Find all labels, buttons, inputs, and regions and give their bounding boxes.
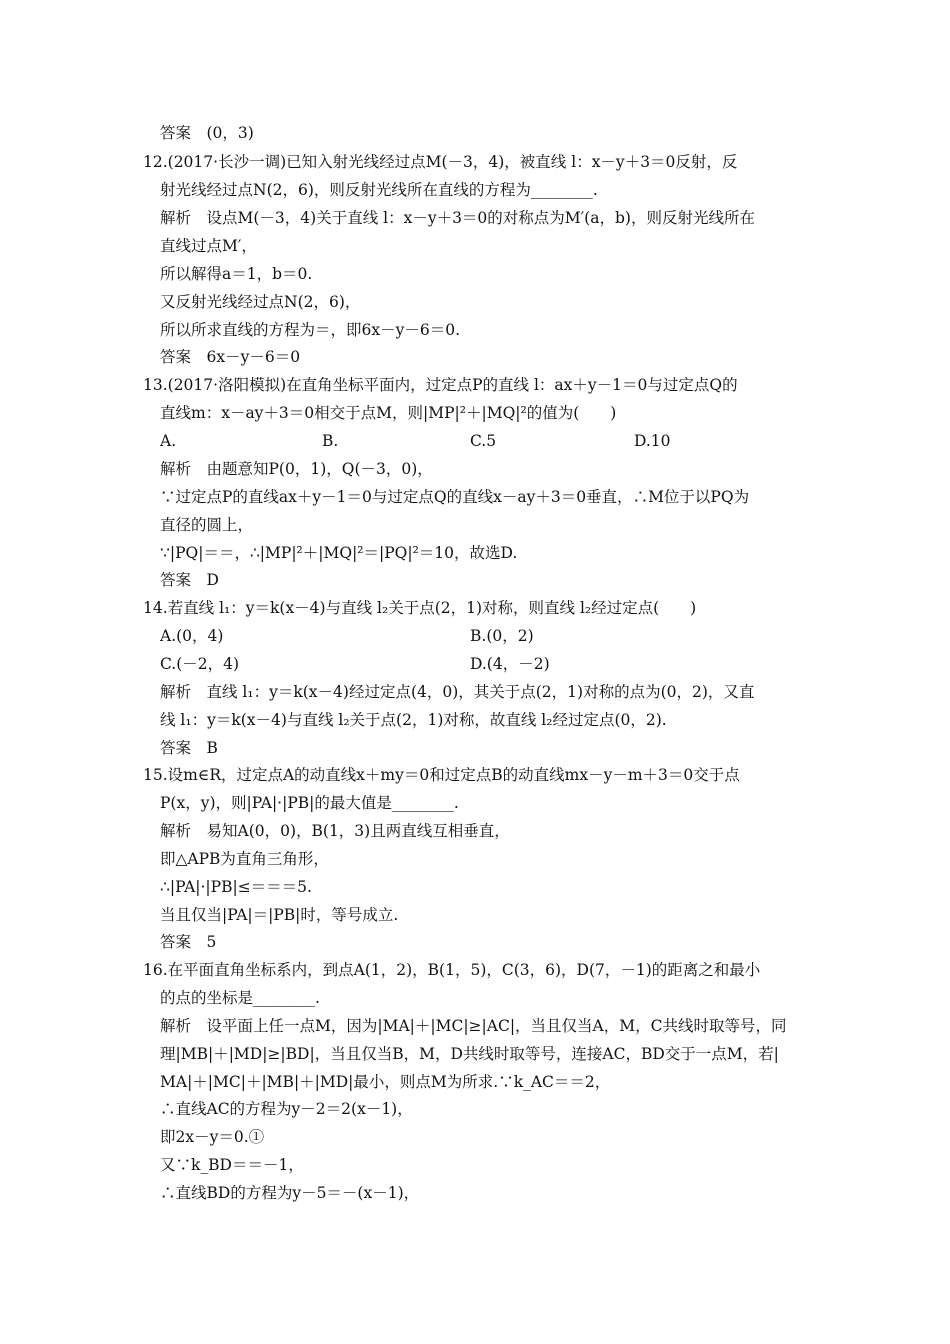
answer-option: D.(4，－2)	[470, 655, 550, 673]
answer-option: B.	[322, 432, 339, 450]
text-line: 解析 直线 l₁：y＝k(x－4)经过定点(4，0)，其关于点(2，1)对称的点为(0，2)，又直	[160, 683, 755, 701]
text-line: 射光线经过点N(2，6)，则反射光线所在直线的方程为________.	[160, 181, 598, 199]
text-line: ∵|PQ|＝＝，∴|MP|²＋|MQ|²＝|PQ|²＝10，故选D.	[160, 544, 518, 562]
answer-option: C.5	[470, 432, 497, 450]
text-line: 即△APB为直角三角形，	[160, 850, 329, 868]
answer-option: B.(0，2)	[470, 627, 534, 645]
text-line: 答案 B	[160, 739, 218, 757]
text-line: ∴直线AC的方程为y－2＝2(x－1)，	[160, 1100, 413, 1118]
answer-option: C.(－2，4)	[160, 655, 240, 673]
text-line: 所以解得a＝1，b＝0.	[160, 265, 313, 283]
text-line: 直线过点M′，	[160, 237, 257, 255]
text-line: 解析 设平面上任一点M，因为|MA|＋|MC|≥|AC|，当且仅当A，M，C共线时取等号，同	[160, 1017, 787, 1035]
text-line: 直径的圆上，	[160, 516, 254, 534]
text-line: 的点的坐标是________.	[160, 989, 320, 1007]
text-line: 答案 5	[160, 933, 217, 951]
text-line: 直线m：x－ay＋3＝0相交于点M，则|MP|²＋|MQ|²的值为( )	[160, 404, 617, 422]
text-line: 理|MB|＋|MD|≥|BD|，当且仅当B，M，D共线时取等号，连接AC，BD交于一点M，若|	[160, 1045, 779, 1063]
text-line: 12.(2017·长沙一调)已知入射光线经过点M(－3，4)，被直线 l：x－y＋3＝0反射，反	[143, 153, 738, 171]
text-line: 即2x－y＝0.①	[160, 1128, 265, 1146]
text-line: 解析 设点M(－3，4)关于直线 l：x－y＋3＝0的对称点为M′(a，b)，则反射光线所在	[160, 209, 755, 227]
text-line: ∴直线BD的方程为y－5＝－(x－1)，	[160, 1184, 420, 1202]
text-line: 又反射光线经过点N(2，6)，	[160, 293, 361, 311]
text-line: 解析 由题意知P(0，1)，Q(－3，0)，	[160, 460, 433, 478]
text-line: 线 l₁：y＝k(x－4)与直线 l₂关于点(2，1)对称，故直线 l₂经过定点(0，2).	[160, 711, 667, 729]
text-line: 16.在平面直角坐标系内，到点A(1，2)，B(1，5)，C(3，6)，D(7，－1)的距离之和最小	[143, 961, 761, 979]
answer-option: A.(0，4)	[160, 627, 224, 645]
text-line: 当且仅当|PA|＝|PB|时，等号成立.	[160, 906, 399, 924]
text-line: 又∵k_BD＝＝－1，	[160, 1156, 304, 1174]
text-line: 答案 6x－y－6＝0	[160, 348, 301, 366]
text-line: 答案 (0，3)	[160, 124, 254, 142]
answer-option: A.	[160, 432, 177, 450]
text-line: 14.若直线 l₁：y＝k(x－4)与直线 l₂关于点(2，1)对称，则直线 l₂经过定点( )	[143, 599, 697, 617]
text-line: MA|＋|MC|＋|MB|＋|MD|最小，则点M为所求.∵k_AC＝＝2，	[160, 1073, 611, 1091]
text-line: 13.(2017·洛阳模拟)在直角坐标平面内，过定点P的直线 l：ax＋y－1＝0与过定点Q的	[143, 376, 738, 394]
text-line: 解析 易知A(0，0)，B(1，3)且两直线互相垂直，	[160, 822, 510, 840]
answer-option: D.10	[634, 432, 671, 450]
text-line: 所以所求直线的方程为＝，即6x－y－6＝0.	[160, 321, 461, 339]
text-line: ∴|PA|·|PB|≤＝＝＝5.	[160, 878, 312, 896]
text-line: 答案 D	[160, 571, 219, 589]
text-line: P(x，y)，则|PA|·|PB|的最大值是________.	[160, 794, 459, 812]
text-line: 15.设m∈R，过定点A的动直线x＋my＝0和过定点B的动直线mx－y－m＋3＝0交于点	[143, 766, 740, 784]
text-line: ∵过定点P的直线ax＋y－1＝0与过定点Q的直线x－ay＋3＝0垂直，∴M位于以PQ为	[160, 488, 750, 506]
